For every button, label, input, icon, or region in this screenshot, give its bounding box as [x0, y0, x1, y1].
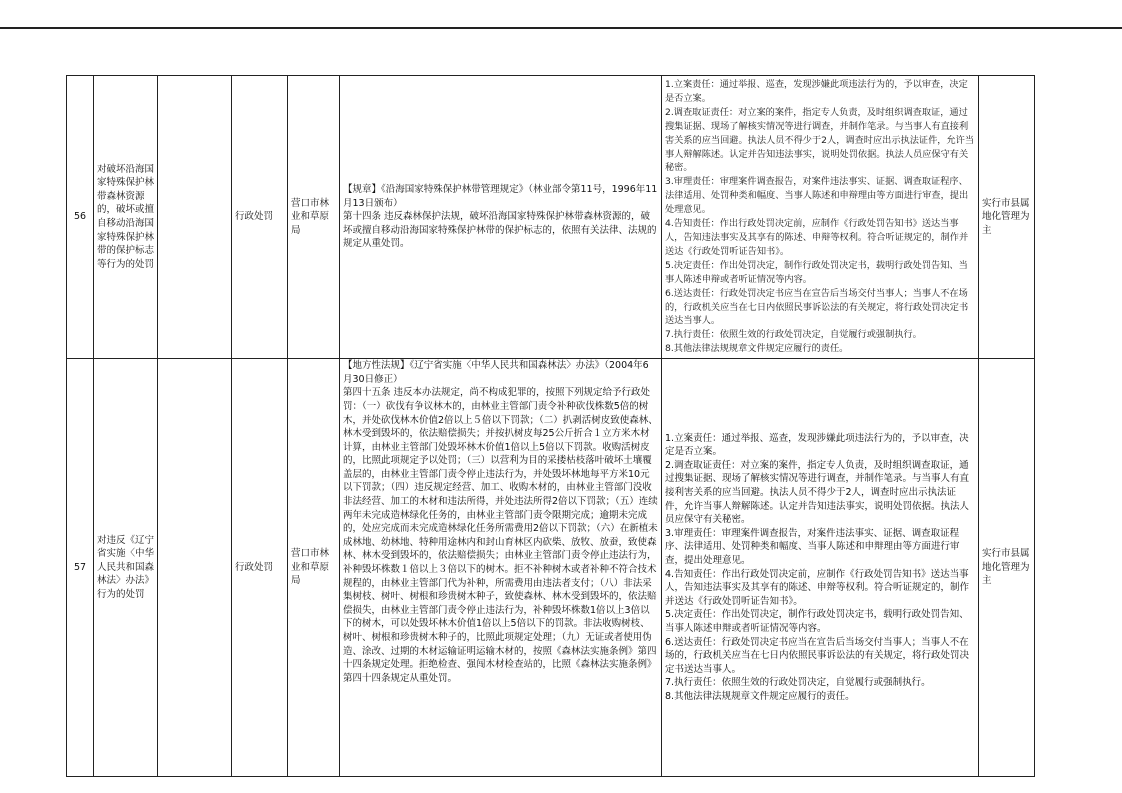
item-type: 行政处罚	[232, 76, 288, 359]
responsibility-item: 6.送达责任：行政处罚决定书应当在宣告后当场交付当事人；当事人不在场的，行政机关应当在七日内依照民事诉讼法的有关规定，将行政处罚决定书送达当事人。	[665, 287, 969, 327]
responsibility-item: 3.审理责任：审理案件调查报告，对案件违法事实、证据、调查取证程序、法律适用、处罚种类和幅度、当事人陈述和申辩理由等方面进行审查，提出处理意见。	[665, 527, 960, 567]
remark: 实行市县属地化管理为主	[979, 76, 1035, 359]
responsibility-item: 4.告知责任：作出行政处罚决定前，应制作《行政处罚告知书》送达当事人，告知违法事实及其享有的陈述、申辩等权利。符合听证规定的，制作并送达《行政处罚听证告知书》。	[665, 568, 970, 607]
basis-source: 【地方性法规】《辽宁省实施〈中华人民共和国森林法〉办法》（2004年6月30日修正）	[343, 360, 649, 385]
legal-basis	[340, 76, 662, 359]
legal-basis	[340, 359, 662, 777]
item-name: 对违反《辽宁省实施〈中华人民共和国森林法〉办法》行为的处罚	[94, 359, 158, 777]
department: 营口市林业和草原局	[288, 359, 340, 777]
basis-article: 第十四条 违反森林保护法规，破坏沿海国家特殊保护林带森林资源的，破坏或擅自移动沿海国家特殊保护林带的保护标志的，依照有关法律、法规的规定从重处罚。	[343, 211, 657, 250]
responsibility-item: 8.其他法律法规规章文件规定应履行的责任。	[665, 343, 849, 355]
responsibilities	[662, 359, 979, 777]
responsibility-item: 2.调查取证责任：对立案的案件，指定专人负责，及时组织调查取证，通过搜集证据、现场了解核实情况等进行调查，并制作笔录。与当事人有直接利害关系的应当回避。执法人员不得少于2人，调查时应出示执法证件，允许当事人辩解陈述。认定并告知违法事实，说明处罚依据。执法人员应保守有关秘密。	[665, 459, 970, 526]
responsibility-item: 4.告知责任：作出行政处罚决定前，应制作《行政处罚告知书》送达当事人，告知违法事实及其享有的陈述、申辩等权利。符合听证规定的，制作并送达《行政处罚听证告知书》。	[665, 218, 969, 257]
item-name: 对破坏沿海国家特殊保护林带森林资源的，破坏或擅自移动沿海国家特殊保护林带的保护标志等行为的处罚	[94, 76, 158, 359]
responsibilities	[662, 76, 979, 359]
empty-cell	[158, 76, 232, 359]
responsibility-item: 1.立案责任：通过举报、巡查，发现涉嫌此项违法行为的，予以审查，决定是否立案。	[665, 79, 968, 104]
item-type: 行政处罚	[232, 359, 288, 777]
responsibility-item: 3.审理责任：审理案件调查报告，对案件违法事实、证据、调查取证程序、法律适用、处罚种类和幅度、当事人陈述和申辩理由等方面进行审查，提出处理意见。	[665, 176, 969, 216]
responsibility-item: 7.执行责任：依照生效的行政处罚决定，自觉履行或强制执行。	[665, 677, 931, 689]
row-number: 57	[67, 359, 94, 777]
responsibility-item: 1.立案责任：通过举报、巡查，发现涉嫌此项违法行为的，予以审查，决定是否立案。	[665, 432, 969, 458]
power-list-table	[66, 75, 1035, 777]
responsibility-item: 5.决定责任：作出处罚决定，制作行政处罚决定书，载明行政处罚告知、当事人陈述申辩或者听证情况等内容。	[665, 609, 969, 634]
page-top-rule	[0, 27, 1122, 29]
basis-article: 第四十五条 违反本办法规定，尚不构成犯罪的，按照下列规定给予行政处罚：（一）砍伐有争议林木的，由林业主管部门责令补种砍伐株数5倍的树木，并处砍伐林木价值2倍以上５倍以下罚款；（二）扒剥活树皮致使森林、林木受到毁坏的，依法赔偿损失；并按扒树皮每25公斤折合１立方米木材计算，由林业主管部门处毁坏林木价值1倍以上5倍以下罚款。收购活树皮的，比照此项规定予以处罚；（三）以营利为目的采搂枯枝落叶破坏土壤覆盖层的，由林业主管部门责令停止违法行为，并处毁坏林地每平方米10元以下罚款；（四）违反规定经营、加工、收购木材的，由林业主管部门没收非法经营、加工的木材和违法所得，并处违法所得2倍以下罚款；（五）连续两年未完成造林绿化任务的，由林业主管部门责令限期完成；逾期未完成的，处应完成而未完成造林绿化任务所需费用2倍以下罚款；（六）在新植未成林地、幼林地、特种用途林内和封山育林区内砍柴、放牧、放蚕，致使森林、林木受到毁坏的，依法赔偿损失；由林业主管部门责令停止违法行为，补种毁坏株数１倍以上３倍以下的树木。拒不补种树木或者补种不符合技术规程的，由林业主管部门代为补种，所需费用由违法者支付；（八）非法采集树枝、树叶、树根和珍贵树木种子，致使森林、林木受到毁坏的，依法赔偿损失，由林业主管部门责令停止违法行为，补种毁坏株数1倍以上3倍以下的树木，可以处毁坏林木价值1倍以上5倍以下的罚款。非法收购树枝、树叶、树根和珍贵树木种子的，比照此项规定处理；（九）无证或者使用伪造、涂改、过期的木材运输证明运输木材的，按照《森林法实施条例》第四十四条规定处理。拒绝检查、强闯木材检查站的，比照《森林法实施条例》第四十四条规定从重处罚。	[343, 387, 658, 684]
responsibility-item: 2.调查取证责任：对立案的案件，指定专人负责，及时组织调查取证，通过搜集证据、现场了解核实情况等进行调查，并制作笔录。与当事人有直接利害关系的应当回避。执法人员不得少于2人，调查时应出示执法证件，允许当事人辩解陈述。认定并告知违法事实，说明处罚依据。执法人员应保守有关秘密。	[665, 106, 975, 174]
table-row	[67, 359, 1035, 777]
responsibility-item: 6.送达责任：行政处罚决定书应当在宣告后当场交付当事人；当事人不在场的，行政机关应当在七日内依照民事诉讼法的有关规定，将行政处罚决定书送达当事人。	[665, 636, 970, 675]
empty-cell	[158, 359, 232, 777]
row-number: 56	[67, 76, 94, 359]
responsibility-item: 8.其他法律法规规章文件规定应履行的责任。	[665, 690, 855, 702]
basis-source: 【规章】《沿海国家特殊保护林带管理规定》（林业部令第11号，1996年11月13日颁布）	[343, 184, 658, 209]
table-row	[67, 76, 1035, 359]
department: 营口市林业和草原局	[288, 76, 340, 359]
responsibility-item: 5.决定责任：作出处罚决定，制作行政处罚决定书，载明行政处罚告知、当事人陈述申辩或者听证情况等内容。	[665, 259, 968, 285]
remark: 实行市县属地化管理为主	[979, 359, 1035, 777]
responsibility-item: 7.执行责任：依照生效的行政处罚决定，自觉履行或强制执行。	[665, 329, 922, 341]
